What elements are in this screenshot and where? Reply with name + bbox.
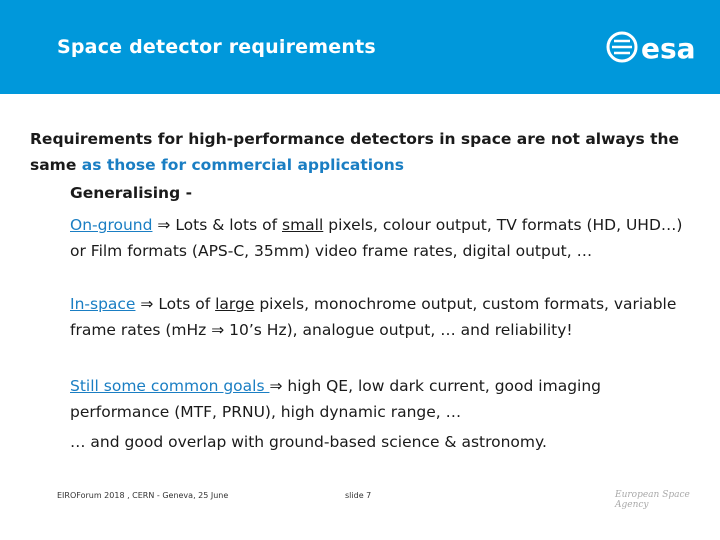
common-goals-item [70, 373, 700, 425]
common-goals-text: high QE, low dark current, good imaging performance (MTF, PRNU), high dynamic range, … [70, 377, 602, 421]
common-goals-label: Still some common goals [70, 377, 270, 395]
esa-logo-text: esa [641, 32, 696, 65]
in-space-underlined: large [215, 295, 255, 313]
on-ground-text-post: pixels, colour output, TV formats (HD, UHD…) or Film formats (APS-C, 35mm) video frame rates, digital output, … [70, 216, 683, 260]
footer-event: EIROForum 2018 , CERN - Geneva, 25 June [57, 491, 229, 500]
on-ground-label: On-ground [70, 216, 153, 234]
overlap-item: … and good overlap with ground-based science & astronomy. [70, 433, 547, 451]
esa-globe-icon [608, 33, 636, 61]
on-ground-arrow: ⇒ [152, 216, 176, 234]
on-ground-item [70, 212, 700, 264]
esa-logo [605, 28, 705, 66]
generalising-heading: Generalising - [70, 184, 193, 202]
footer-slide-number: slide 7 [345, 491, 372, 500]
intro-text: Requirements for high-performance detectors in space are not always the same [30, 130, 680, 174]
slide-title: Space detector requirements [57, 36, 376, 58]
on-ground-text-pre: Lots & lots of [175, 216, 282, 234]
intro-highlight: as those for commercial applications [81, 156, 405, 174]
in-space-text-pre: Lots of [158, 295, 216, 313]
in-space-arrow: ⇒ [135, 295, 159, 313]
on-ground-underlined: small [282, 216, 324, 234]
intro-paragraph [30, 126, 690, 178]
in-space-label: In-space [70, 295, 136, 313]
common-goals-arrow: ⇒ [269, 377, 288, 395]
in-space-text-post: pixels, monochrome output, custom formats, variable frame rates (mHz ⇒ 10’s Hz), analogue output, … and reliability! [70, 295, 677, 339]
in-space-item [70, 291, 700, 343]
footer-agency: European Space Agency [615, 490, 690, 510]
slide-header [0, 0, 720, 94]
